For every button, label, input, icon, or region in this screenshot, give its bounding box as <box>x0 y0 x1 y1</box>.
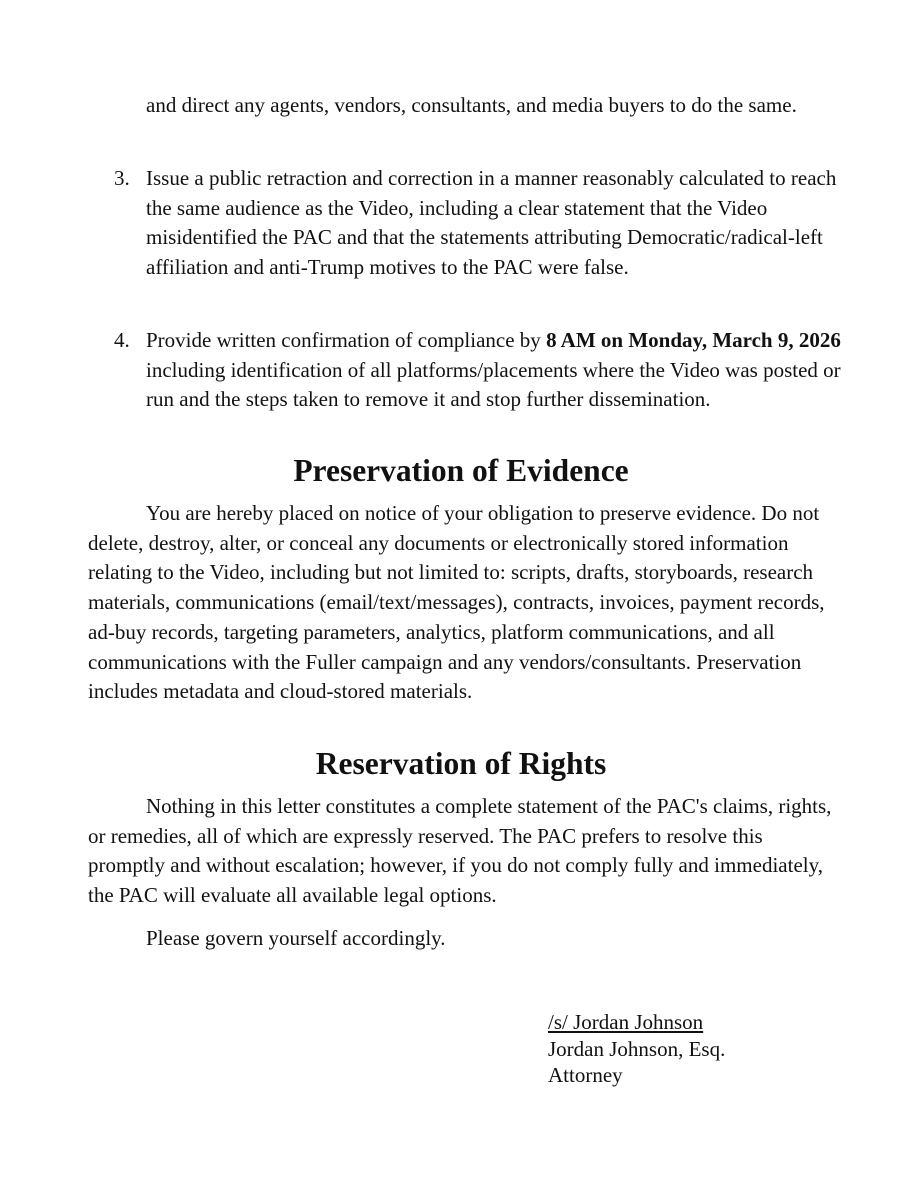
list-number: 3. <box>114 166 130 190</box>
list-text-after: including identification of all platforms/placements where the Video was posted or run and the steps taken to remove it and stop further dissemination. <box>146 357 841 412</box>
list-text <box>146 326 850 415</box>
continuation-paragraph: and direct any agents, vendors, consultants, and media buyers to do the same. <box>146 93 797 117</box>
list-number: 4. <box>114 328 130 352</box>
reservation-heading: Reservation of Rights <box>315 746 607 781</box>
list-text-before: Provide written confirmation of compliance by <box>146 328 547 352</box>
preservation-heading: Preservation of Evidence <box>293 453 629 488</box>
list-text: Issue a public retraction and correction in a manner reasonably calculated to reach the same audience as the Video, including a clear statement that the Video misidentified the PAC and that the statements attributing Democratic/radical-left affiliation and anti-Trump motives to the PAC were false. <box>146 166 837 280</box>
reservation-paragraph: Nothing in this letter constitutes a complete statement of the PAC's claims, rights, or remedies, all of which are expressly reserved. The PAC prefers to resolve this promptly and without escalation; however, if you do not comply fully and immediately, the PAC will evaluate all available legal options. <box>88 794 832 908</box>
signature-line: /s/ Jordan Johnson <box>548 1010 704 1034</box>
closing-paragraph: Please govern yourself accordingly. <box>146 926 446 950</box>
compliance-deadline: 8 AM on Monday, March 9, 2026 <box>546 328 841 352</box>
signer-name: Jordan Johnson, Esq. <box>548 1037 726 1061</box>
preservation-paragraph: You are hereby placed on notice of your obligation to preserve evidence. Do not delete, destroy, alter, or conceal any documents or electronically stored information relating to the Video, including but not limited to: scripts, drafts, storyboards, research materials, communications (email/text/messages), contracts, invoices, payment records, ad-buy records, targeting parameters, analytics, platform communications, and all communications with the Fuller campaign and any vendors/consultants. Preservation includes metadata and cloud-stored materials. <box>88 501 825 704</box>
signer-title: Attorney <box>548 1063 623 1087</box>
